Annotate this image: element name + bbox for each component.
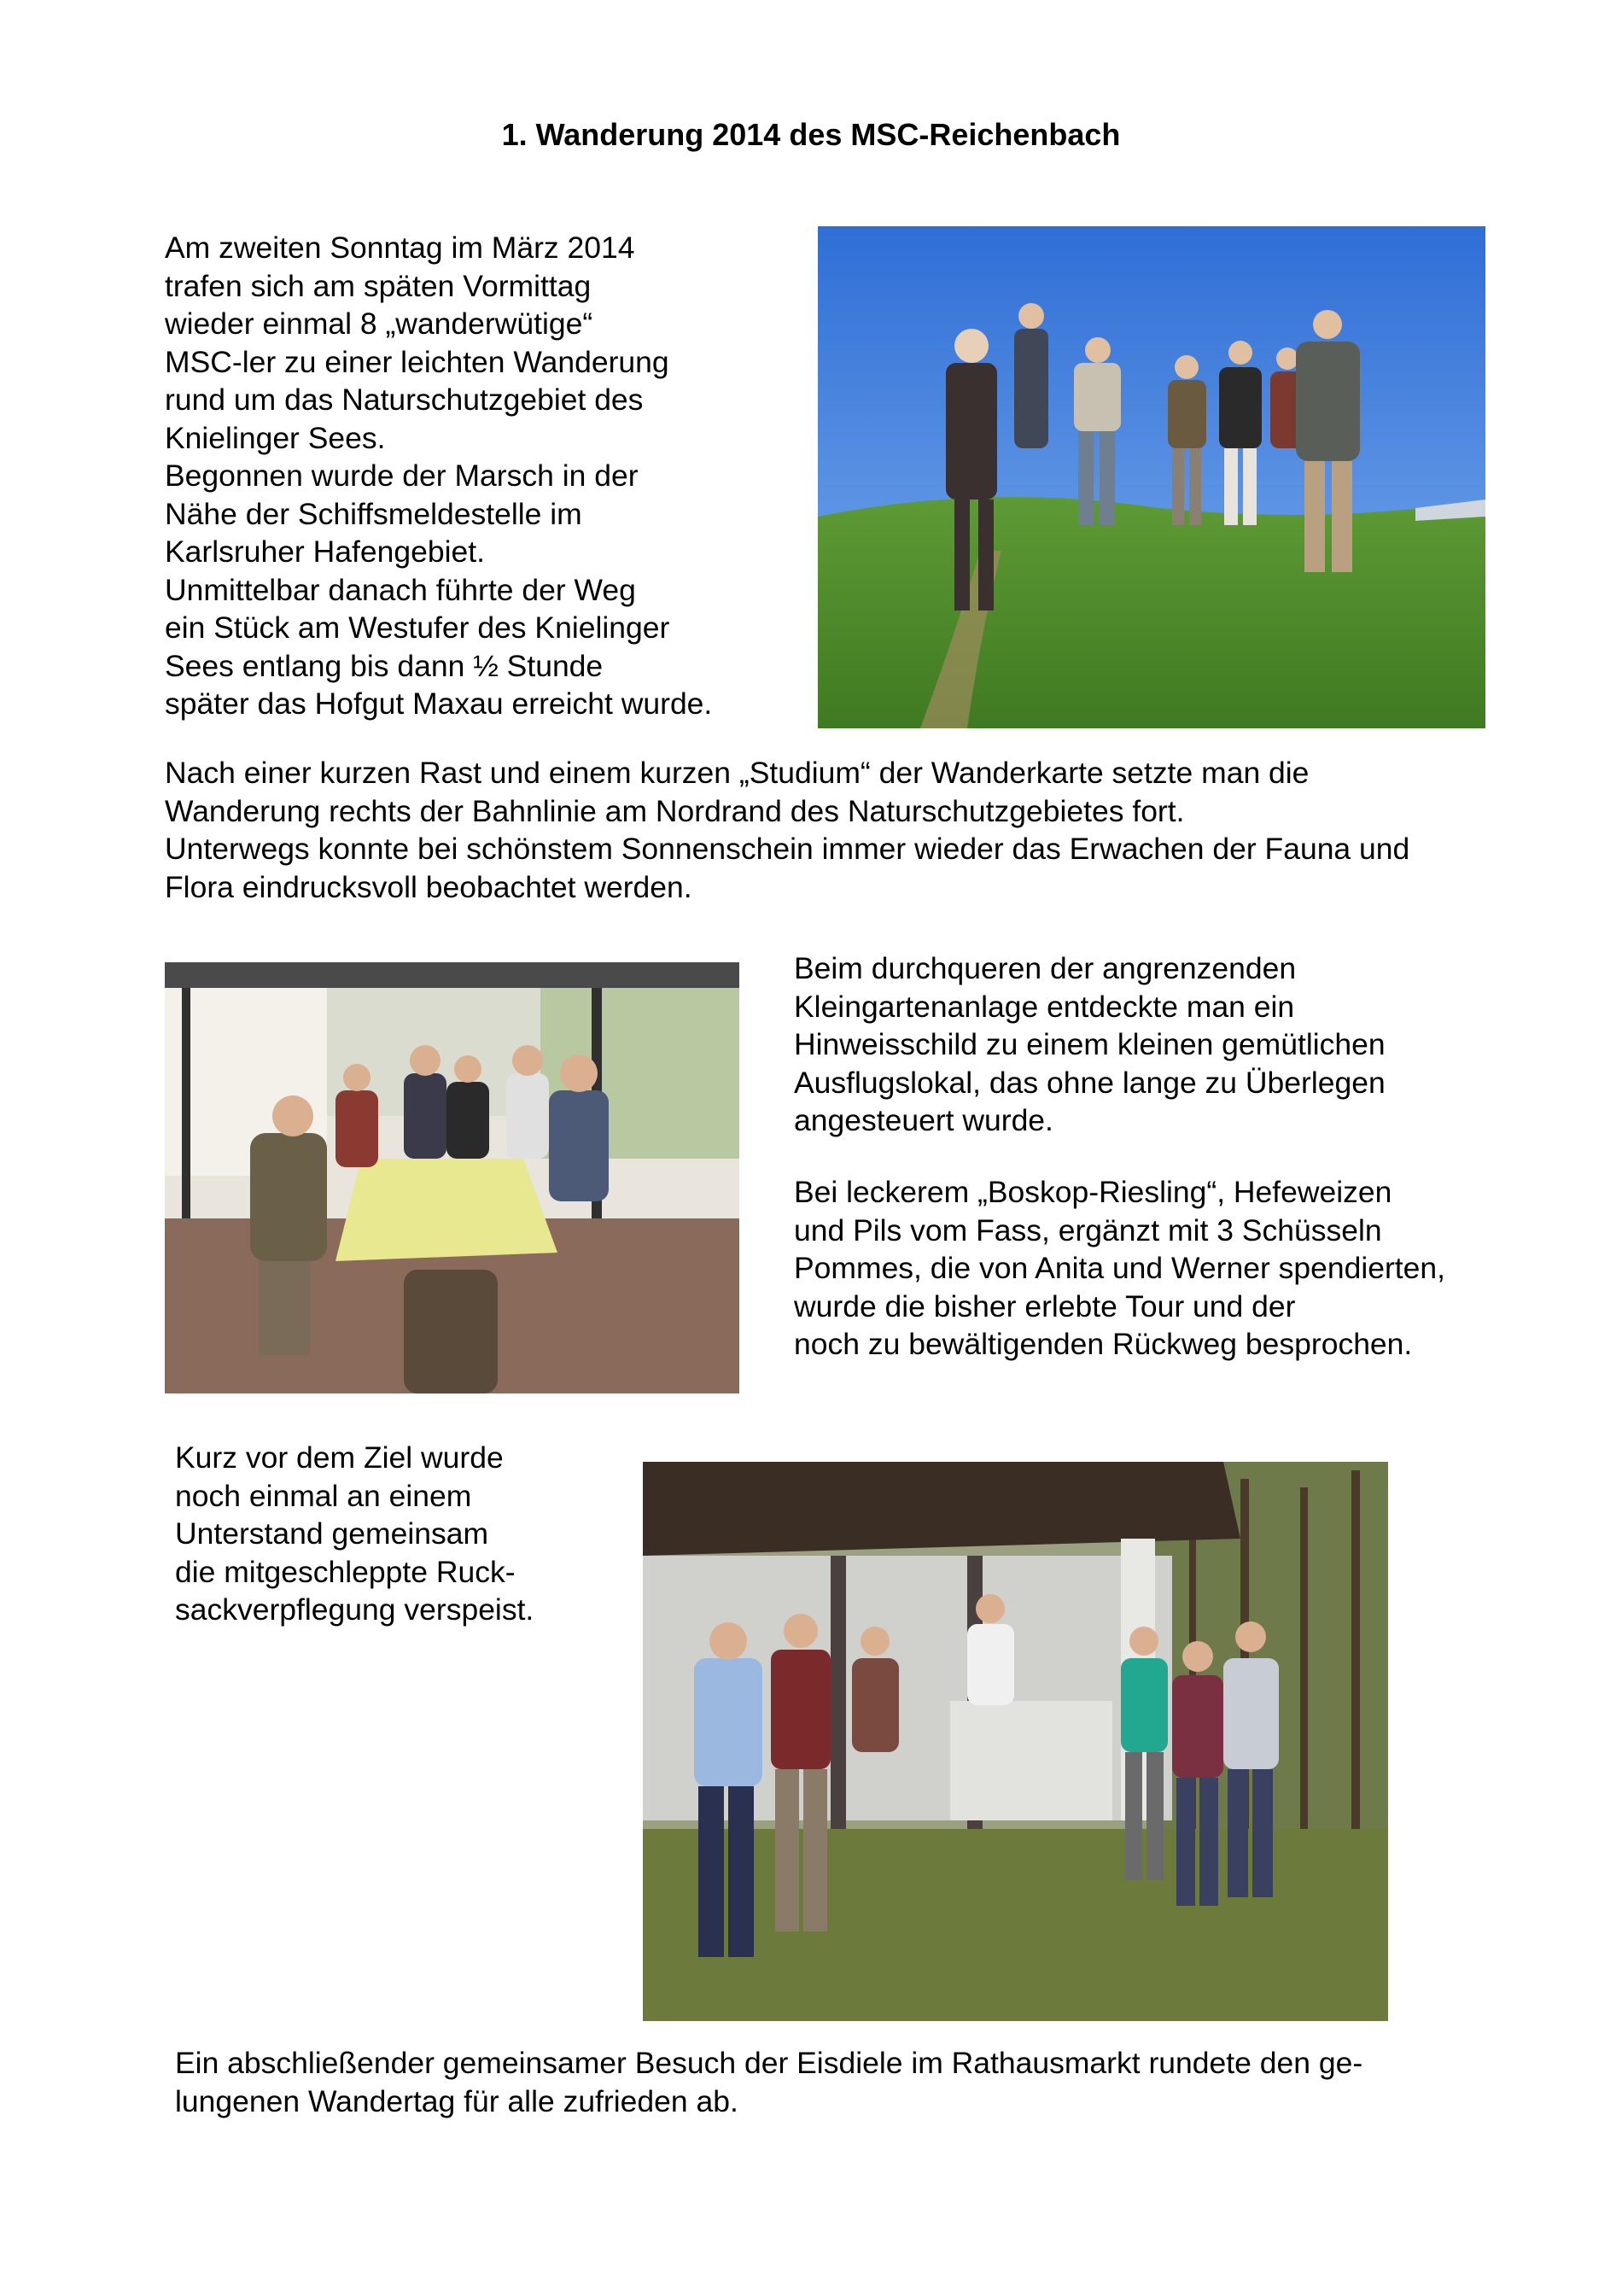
rest-line: Flora eindrucksvoll beobachtet werden. (165, 869, 692, 904)
shelter-line: Unterstand gemeinsam (175, 1516, 489, 1551)
terrace-table-photo (165, 962, 739, 1393)
closing-line: lungenen Wandertag für alle zufrieden ab. (175, 2083, 738, 2118)
drinks-line: noch zu bewältigenden Rückweg besprochen. (794, 1327, 1413, 1361)
drinks-line: und Pils vom Fass, ergänzt mit 3 Schüsseln (794, 1212, 1382, 1247)
intro-line: Sees entlang bis dann ½ Stunde (165, 648, 604, 683)
drinks-line: Bei leckerem „Boskop-Riesling“, Hefeweizen (794, 1175, 1392, 1209)
intro-line: ein Stück am Westufer des Knielinger (165, 611, 670, 645)
shelter-line: sackverpflegung verspeist. (175, 1592, 534, 1627)
shelter-group-photo (643, 1462, 1388, 2021)
closing-paragraph (175, 2044, 1362, 2120)
garden-line: Kleingartenanlage entdeckte man ein (794, 989, 1295, 1024)
intro-line: Am zweiten Sonntag im März 2014 (165, 231, 635, 265)
garden-line: angesteuert wurde. (794, 1103, 1053, 1137)
intro-line: MSC-ler zu einer leichten Wanderung (165, 344, 669, 379)
drinks-line: wurde die bisher erlebte Tour und der (794, 1288, 1296, 1323)
closing-line: Ein abschließender gemeinsamer Besuch der Eisdiele im Rathausmarkt rundete den ge- (175, 2046, 1363, 2080)
intro-line: Begonnen wurde der Marsch in der (165, 459, 639, 493)
intro-line: Nähe der Schiffsmeldestelle im (165, 496, 582, 531)
drinks-paragraph (794, 1173, 1445, 1364)
intro-line: trafen sich am späten Vormittag (165, 268, 592, 303)
shelter-paragraph (175, 1439, 534, 1629)
garden-line: Beim durchqueren der angrenzenden (794, 951, 1297, 985)
rest-line: Nach einer kurzen Rast und einem kurzen „Studium“ der Wanderkarte setzte man die (165, 756, 1310, 790)
shelter-line: die mitgeschleppte Ruck- (175, 1554, 516, 1589)
intro-line: Karlsruher Hafengebiet. (165, 535, 485, 569)
shelter-line: noch einmal an einem (175, 1478, 472, 1513)
intro-line: wieder einmal 8 „wanderwütige“ (165, 307, 593, 341)
garden-paragraph (794, 949, 1386, 1140)
drinks-line: Pommes, die von Anita und Werner spendierten, (794, 1251, 1446, 1285)
garden-line: Hinweisschild zu einem kleinen gemütlichen (794, 1027, 1386, 1061)
intro-paragraph (165, 229, 712, 723)
rest-line: Wanderung rechts der Bahnlinie am Nordrand des Naturschutzgebietes fort. (165, 793, 1185, 828)
group-on-hill-photo (818, 226, 1485, 728)
garden-line: Ausflugslokal, das ohne lange zu Überlegen (794, 1065, 1386, 1100)
rest-line: Unterwegs konnte bei schönstem Sonnenschein immer wieder das Erwachen der Fauna und (165, 832, 1410, 866)
shelter-line: Kurz vor dem Ziel wurde (175, 1440, 504, 1475)
intro-line: später das Hofgut Maxau erreicht wurde. (165, 686, 713, 721)
intro-line: Unmittelbar danach führte der Weg (165, 572, 636, 607)
rest-paragraph (165, 754, 1409, 906)
intro-line: rund um das Naturschutzgebiet des (165, 383, 644, 417)
intro-line: Knielinger Sees. (165, 420, 386, 455)
page-title: 1. Wanderung 2014 des MSC-Reichenbach (501, 117, 1121, 152)
